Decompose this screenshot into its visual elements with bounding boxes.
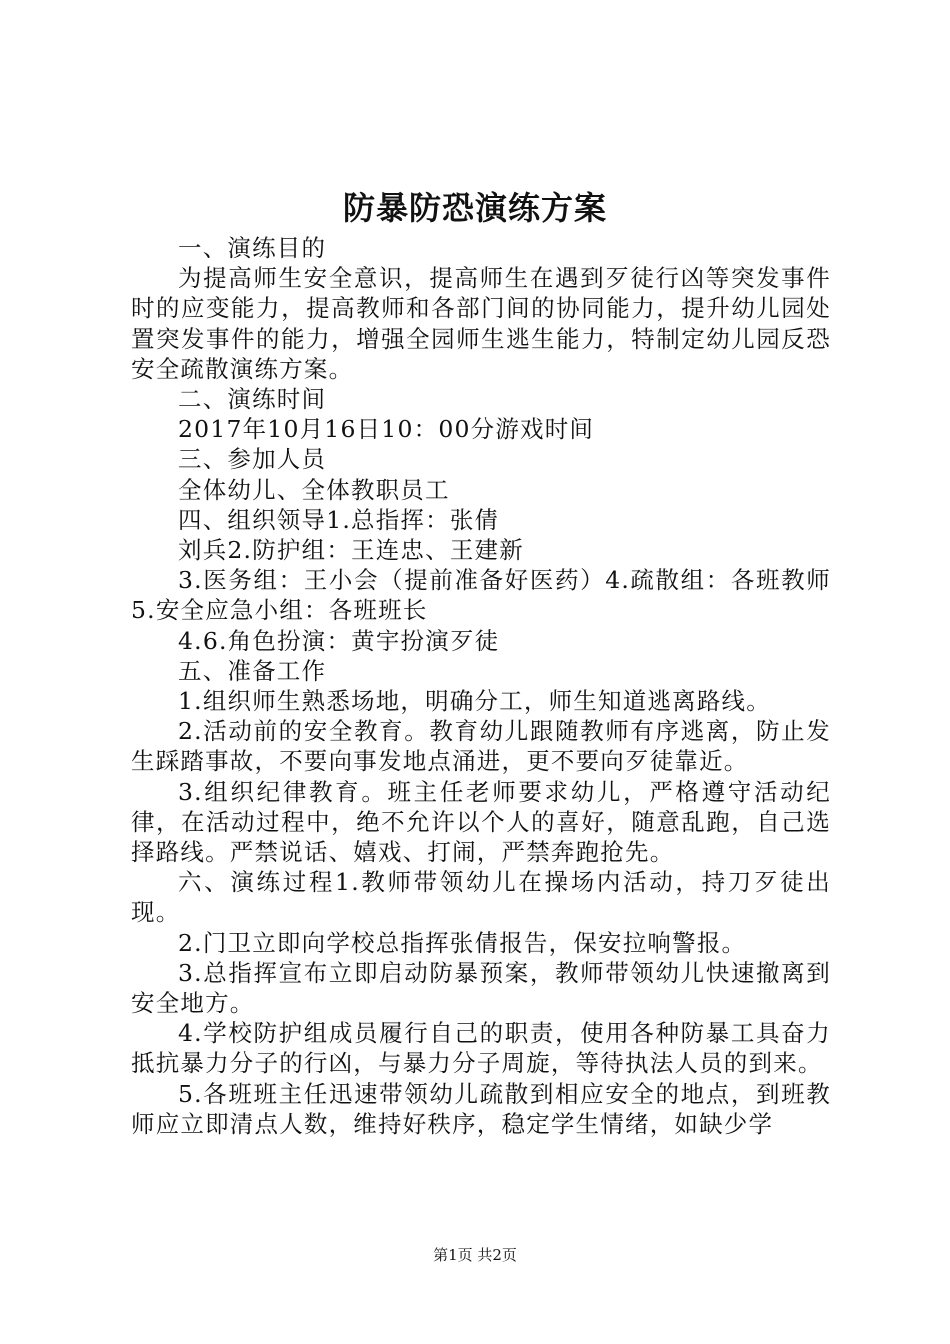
document-title: 防暴防恐演练方案 <box>342 189 607 227</box>
paragraph-preparation-1: 1.组织师生熟悉场地，明确分工，师生知道逃离路线。 <box>178 687 771 716</box>
paragraph-preparation-3: 3.组织纪律教育。班主任老师要求幼儿，严格遵守活动纪律，在活动过程中，绝不允许以个人的喜好，随意乱跑，自己选择路线。严禁说话、嬉戏、打闹，严禁奔跑抢先。 <box>131 777 831 867</box>
paragraph-time: 2017年10月16日10：00分游戏时间 <box>178 415 595 444</box>
paragraph-process-3: 3.总指挥宣布立即启动防暴预案，教师带领幼儿快速撤离到安全地方。 <box>131 958 831 1018</box>
paragraph-leadership-2: 3.医务组：王小会（提前准备好医药）4.疏散组：各班教师5.安全应急小组：各班班长 <box>131 566 831 625</box>
paragraph-process-4: 4.学校防护组成员履行自己的职责，使用各种防暴工具奋力抵抗暴力分子的行凶，与暴力分子周旋，等待执法人员的到来。 <box>131 1019 831 1078</box>
section-heading-purpose: 一、演练目的 <box>178 234 327 262</box>
paragraph-leadership-3: 4.6.角色扮演：黄宇扮演歹徒 <box>178 626 500 655</box>
section-heading-time: 二、演练时间 <box>178 385 327 414</box>
paragraph-leadership-1: 刘兵2.防护组：王连忠、王建新 <box>178 536 524 565</box>
paragraph-purpose: 为提高师生安全意识，提高师生在遇到歹徒行凶等突发事件时的应变能力，提高教师和各部门间的协同能力，提升幼儿园处置突发事件的能力，增强全园师生逃生能力，特制定幼儿园反恐安全疏散演练方案。 <box>131 264 831 383</box>
section-heading-process: 六、演练过程1.教师带领幼儿在操场内活动，持刀歹徒出现。 <box>131 868 831 927</box>
paragraph-preparation-2: 2.活动前的安全教育。教育幼儿跟随教师有序逃离，防止发生踩踏事故，不要向事发地点涌进，更不要向歹徒靠近。 <box>131 717 831 776</box>
section-heading-participants: 三、参加人员 <box>178 445 327 474</box>
section-heading-leadership: 四、组织领导1.总指挥：张倩 <box>178 505 500 534</box>
paragraph-process-5: 5.各班班主任迅速带领幼儿疏散到相应安全的地点，到班教师应立即清点人数，维持好秩序，稳定学生情绪，如缺少学 <box>131 1079 831 1138</box>
paragraph-process-2: 2.门卫立即向学校总指挥张倩报告，保安拉响警报。 <box>178 928 747 957</box>
paragraph-participants: 全体幼儿、全体教职员工 <box>178 475 450 504</box>
document-body <box>131 233 831 1139</box>
section-heading-preparation: 五、准备工作 <box>178 656 327 685</box>
page-number-footer: 第1页 共2页 <box>433 1246 517 1264</box>
